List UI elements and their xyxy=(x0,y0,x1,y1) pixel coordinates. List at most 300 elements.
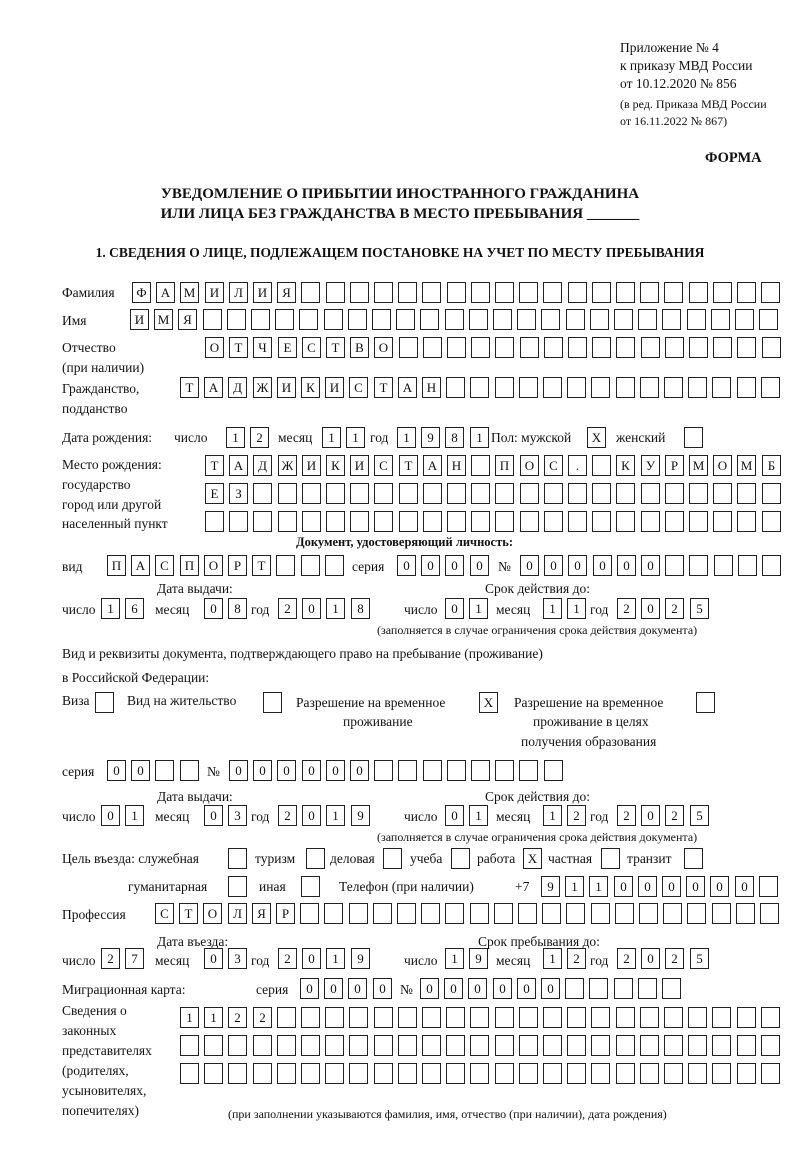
citizenship-cell[interactable]: Т xyxy=(374,377,393,398)
birthplace3-cell[interactable] xyxy=(592,511,611,532)
birthplace2-cell[interactable] xyxy=(544,483,563,504)
right-valid-year-cell[interactable]: 2 xyxy=(665,805,684,826)
surname-cell[interactable]: Ф xyxy=(132,282,151,303)
name-cell[interactable] xyxy=(590,309,609,330)
mig-number-cell[interactable]: 0 xyxy=(541,978,560,999)
rep1-cell[interactable] xyxy=(374,1007,393,1028)
citizenship-cell[interactable] xyxy=(712,377,731,398)
right-valid-day-cell[interactable]: 0 xyxy=(445,805,464,826)
profession-cell[interactable] xyxy=(494,903,513,924)
doc-number-cell[interactable]: 0 xyxy=(617,555,636,576)
stay-year-cell[interactable]: 0 xyxy=(641,948,660,969)
right-issue-year-cell[interactable]: 0 xyxy=(302,805,321,826)
mig-series-cell[interactable]: 0 xyxy=(373,978,392,999)
phone-cell[interactable]: 0 xyxy=(710,876,729,897)
birthplace3-cell[interactable] xyxy=(447,511,466,532)
birthplace3-cell[interactable] xyxy=(205,511,224,532)
patronymic-cell[interactable] xyxy=(689,337,708,358)
patronymic-cell[interactable] xyxy=(568,337,587,358)
patronymic-cell[interactable] xyxy=(423,337,442,358)
rep1-cell[interactable] xyxy=(543,1007,562,1028)
right-valid-month-cell[interactable]: 2 xyxy=(567,805,586,826)
stay-year-cell[interactable]: 2 xyxy=(665,948,684,969)
name-cell[interactable] xyxy=(566,309,585,330)
surname-cell[interactable]: М xyxy=(180,282,199,303)
stay-year-cell[interactable]: 5 xyxy=(690,948,709,969)
rep2-cell[interactable] xyxy=(277,1035,296,1056)
birthplace1-cell[interactable]: Д xyxy=(253,455,272,476)
rep2-cell[interactable] xyxy=(688,1035,707,1056)
birthplace2-cell[interactable] xyxy=(423,483,442,504)
surname-cell[interactable] xyxy=(398,282,417,303)
birthplace3-cell[interactable] xyxy=(544,511,563,532)
rep3-cell[interactable] xyxy=(374,1063,393,1084)
citizenship-cell[interactable] xyxy=(664,377,683,398)
birthplace1-cell[interactable]: Ж xyxy=(278,455,297,476)
doc-valid-year-cell[interactable]: 2 xyxy=(665,598,684,619)
mig-number-cell[interactable] xyxy=(589,978,608,999)
name-cell[interactable]: И xyxy=(130,309,149,330)
rep1-cell[interactable] xyxy=(640,1007,659,1028)
name-cell[interactable] xyxy=(662,309,681,330)
birthplace2-cell[interactable] xyxy=(762,483,781,504)
rep3-cell[interactable] xyxy=(737,1063,756,1084)
rep2-cell[interactable] xyxy=(761,1035,780,1056)
birth-month-cell[interactable]: 1 xyxy=(322,427,341,448)
doc-number-cell[interactable] xyxy=(689,555,708,576)
rep3-cell[interactable] xyxy=(688,1063,707,1084)
citizenship-cell[interactable]: Ж xyxy=(253,377,272,398)
stay-day-cell[interactable]: 9 xyxy=(469,948,488,969)
birthplace3-cell[interactable] xyxy=(278,511,297,532)
stay-day-cell[interactable]: 1 xyxy=(445,948,464,969)
rep3-cell[interactable] xyxy=(349,1063,368,1084)
birthplace3-cell[interactable] xyxy=(326,511,345,532)
p-transit-cell[interactable] xyxy=(684,848,703,869)
patronymic-cell[interactable]: Т xyxy=(326,337,345,358)
phone-cell[interactable]: 1 xyxy=(589,876,608,897)
name-cell[interactable]: М xyxy=(154,309,173,330)
doc-kind-cell[interactable] xyxy=(276,555,295,576)
rep3-cell[interactable] xyxy=(761,1063,780,1084)
surname-cell[interactable]: Л xyxy=(229,282,248,303)
name-cell[interactable] xyxy=(687,309,706,330)
right-number-cell[interactable] xyxy=(398,760,417,781)
profession-cell[interactable] xyxy=(615,903,634,924)
surname-cell[interactable]: И xyxy=(205,282,224,303)
rep2-cell[interactable] xyxy=(422,1035,441,1056)
rep1-cell[interactable] xyxy=(567,1007,586,1028)
doc-number-cell[interactable]: 0 xyxy=(568,555,587,576)
p-private-cell[interactable] xyxy=(601,848,620,869)
rep2-cell[interactable] xyxy=(325,1035,344,1056)
profession-cell[interactable] xyxy=(591,903,610,924)
doc-number-cell[interactable]: 0 xyxy=(544,555,563,576)
patronymic-cell[interactable] xyxy=(713,337,732,358)
mig-number-cell[interactable] xyxy=(638,978,657,999)
citizenship-cell[interactable] xyxy=(519,377,538,398)
rep2-cell[interactable] xyxy=(712,1035,731,1056)
birth-year-cell[interactable]: 8 xyxy=(445,427,464,448)
patronymic-cell[interactable]: В xyxy=(350,337,369,358)
right-number-cell[interactable] xyxy=(447,760,466,781)
mig-number-cell[interactable]: 0 xyxy=(517,978,536,999)
patronymic-cell[interactable] xyxy=(495,337,514,358)
patronymic-cell[interactable] xyxy=(737,337,756,358)
birthplace3-cell[interactable] xyxy=(374,511,393,532)
name-cell[interactable] xyxy=(275,309,294,330)
surname-cell[interactable] xyxy=(447,282,466,303)
rep2-cell[interactable] xyxy=(253,1035,272,1056)
mig-series-cell[interactable]: 0 xyxy=(348,978,367,999)
rep1-cell[interactable]: 1 xyxy=(180,1007,199,1028)
name-cell[interactable] xyxy=(396,309,415,330)
sex-female-cell[interactable] xyxy=(684,427,703,448)
rep2-cell[interactable] xyxy=(374,1035,393,1056)
entry-year-cell[interactable]: 1 xyxy=(326,948,345,969)
birthplace2-cell[interactable] xyxy=(495,483,514,504)
rep3-cell[interactable] xyxy=(591,1063,610,1084)
rep3-cell[interactable] xyxy=(616,1063,635,1084)
birthplace3-cell[interactable] xyxy=(495,511,514,532)
rep3-cell[interactable] xyxy=(422,1063,441,1084)
rep3-cell[interactable] xyxy=(398,1063,417,1084)
rep2-cell[interactable] xyxy=(180,1035,199,1056)
birthplace2-cell[interactable]: Е xyxy=(205,483,224,504)
surname-cell[interactable] xyxy=(713,282,732,303)
birthplace3-cell[interactable] xyxy=(568,511,587,532)
birthplace1-cell[interactable] xyxy=(592,455,611,476)
rep3-cell[interactable] xyxy=(446,1063,465,1084)
birthplace2-cell[interactable] xyxy=(616,483,635,504)
doc-kind-cell[interactable]: П xyxy=(180,555,199,576)
citizenship-cell[interactable]: И xyxy=(325,377,344,398)
surname-cell[interactable] xyxy=(737,282,756,303)
birth-day-cell[interactable]: 1 xyxy=(226,427,245,448)
birthplace3-cell[interactable] xyxy=(641,511,660,532)
profession-cell[interactable] xyxy=(300,903,319,924)
rep3-cell[interactable] xyxy=(519,1063,538,1084)
rep2-cell[interactable] xyxy=(640,1035,659,1056)
profession-cell[interactable] xyxy=(470,903,489,924)
right-issue-day-cell[interactable]: 1 xyxy=(125,805,144,826)
birthplace1-cell[interactable]: А xyxy=(423,455,442,476)
surname-cell[interactable]: Я xyxy=(277,282,296,303)
name-cell[interactable] xyxy=(759,309,778,330)
entry-day-cell[interactable]: 7 xyxy=(125,948,144,969)
surname-cell[interactable] xyxy=(664,282,683,303)
profession-cell[interactable]: Т xyxy=(179,903,198,924)
profession-cell[interactable]: С xyxy=(155,903,174,924)
profession-cell[interactable] xyxy=(687,903,706,924)
rep1-cell[interactable] xyxy=(616,1007,635,1028)
birthplace2-cell[interactable] xyxy=(520,483,539,504)
stay-year-cell[interactable]: 2 xyxy=(617,948,636,969)
rep2-cell[interactable] xyxy=(228,1035,247,1056)
phone-cell[interactable]: 1 xyxy=(565,876,584,897)
rep1-cell[interactable] xyxy=(422,1007,441,1028)
mig-series-cell[interactable]: 0 xyxy=(324,978,343,999)
right-issue-month-cell[interactable]: 3 xyxy=(228,805,247,826)
citizenship-cell[interactable] xyxy=(737,377,756,398)
name-cell[interactable]: Я xyxy=(178,309,197,330)
residence-cell[interactable] xyxy=(263,692,282,713)
surname-cell[interactable] xyxy=(616,282,635,303)
name-cell[interactable] xyxy=(251,309,270,330)
birthplace1-cell[interactable]: С xyxy=(374,455,393,476)
birthplace1-cell[interactable]: И xyxy=(350,455,369,476)
mig-number-cell[interactable] xyxy=(662,978,681,999)
name-cell[interactable] xyxy=(493,309,512,330)
entry-year-cell[interactable]: 2 xyxy=(278,948,297,969)
rep2-cell[interactable] xyxy=(301,1035,320,1056)
profession-cell[interactable] xyxy=(397,903,416,924)
birthplace3-cell[interactable] xyxy=(689,511,708,532)
right-number-cell[interactable] xyxy=(471,760,490,781)
right-valid-month-cell[interactable]: 1 xyxy=(543,805,562,826)
doc-series-cell[interactable]: 0 xyxy=(445,555,464,576)
birthplace1-cell[interactable]: К xyxy=(326,455,345,476)
right-number-cell[interactable] xyxy=(544,760,563,781)
visa-cell[interactable] xyxy=(95,692,114,713)
p-humanitarian-cell[interactable] xyxy=(228,876,247,897)
doc-kind-cell[interactable]: О xyxy=(204,555,223,576)
birthplace1-cell[interactable]: Т xyxy=(399,455,418,476)
rep2-cell[interactable] xyxy=(543,1035,562,1056)
mig-number-cell[interactable]: 0 xyxy=(468,978,487,999)
doc-number-cell[interactable]: 0 xyxy=(520,555,539,576)
citizenship-cell[interactable] xyxy=(446,377,465,398)
surname-cell[interactable] xyxy=(374,282,393,303)
doc-kind-cell[interactable] xyxy=(301,555,320,576)
profession-cell[interactable] xyxy=(421,903,440,924)
right-number-cell[interactable] xyxy=(374,760,393,781)
birthplace2-cell[interactable] xyxy=(689,483,708,504)
birthplace3-cell[interactable] xyxy=(229,511,248,532)
birthplace1-cell[interactable] xyxy=(471,455,490,476)
birthplace3-cell[interactable] xyxy=(616,511,635,532)
doc-kind-cell[interactable]: Т xyxy=(252,555,271,576)
rep2-cell[interactable] xyxy=(495,1035,514,1056)
profession-cell[interactable]: Л xyxy=(228,903,247,924)
right-number-cell[interactable] xyxy=(495,760,514,781)
rep3-cell[interactable] xyxy=(543,1063,562,1084)
birthplace2-cell[interactable] xyxy=(447,483,466,504)
rep1-cell[interactable] xyxy=(325,1007,344,1028)
surname-cell[interactable] xyxy=(592,282,611,303)
profession-cell[interactable] xyxy=(663,903,682,924)
mig-number-cell[interactable] xyxy=(565,978,584,999)
birthplace3-cell[interactable] xyxy=(520,511,539,532)
profession-cell[interactable] xyxy=(518,903,537,924)
doc-series-cell[interactable]: 0 xyxy=(421,555,440,576)
p-study-cell[interactable] xyxy=(451,848,470,869)
stay-month-cell[interactable]: 2 xyxy=(567,948,586,969)
surname-cell[interactable] xyxy=(689,282,708,303)
doc-issue-month-cell[interactable]: 8 xyxy=(228,598,247,619)
rep2-cell[interactable] xyxy=(204,1035,223,1056)
citizenship-cell[interactable] xyxy=(543,377,562,398)
citizenship-cell[interactable]: А xyxy=(398,377,417,398)
rep1-cell[interactable] xyxy=(495,1007,514,1028)
birthplace1-cell[interactable]: Р xyxy=(665,455,684,476)
sex-male-cell[interactable]: X xyxy=(587,427,606,448)
birthplace3-cell[interactable] xyxy=(737,511,756,532)
birthplace1-cell[interactable]: О xyxy=(713,455,732,476)
rep1-cell[interactable] xyxy=(591,1007,610,1028)
rep3-cell[interactable] xyxy=(301,1063,320,1084)
name-cell[interactable] xyxy=(299,309,318,330)
citizenship-cell[interactable]: Д xyxy=(228,377,247,398)
rep2-cell[interactable] xyxy=(737,1035,756,1056)
doc-kind-cell[interactable]: П xyxy=(107,555,126,576)
birthplace2-cell[interactable] xyxy=(326,483,345,504)
profession-cell[interactable]: О xyxy=(203,903,222,924)
rep3-cell[interactable] xyxy=(325,1063,344,1084)
patronymic-cell[interactable]: Т xyxy=(229,337,248,358)
right-number-cell[interactable]: 0 xyxy=(302,760,321,781)
birthplace2-cell[interactable] xyxy=(253,483,272,504)
p-work-cell[interactable]: X xyxy=(523,848,542,869)
doc-valid-month-cell[interactable]: 1 xyxy=(567,598,586,619)
birthplace1-cell[interactable]: П xyxy=(495,455,514,476)
profession-cell[interactable]: Я xyxy=(252,903,271,924)
rep1-cell[interactable] xyxy=(761,1007,780,1028)
doc-issue-month-cell[interactable]: 0 xyxy=(204,598,223,619)
citizenship-cell[interactable]: И xyxy=(277,377,296,398)
profession-cell[interactable] xyxy=(760,903,779,924)
patronymic-cell[interactable] xyxy=(399,337,418,358)
citizenship-cell[interactable] xyxy=(567,377,586,398)
mig-number-cell[interactable]: 0 xyxy=(493,978,512,999)
birthplace1-cell[interactable]: Н xyxy=(447,455,466,476)
right-number-cell[interactable] xyxy=(519,760,538,781)
birthplace3-cell[interactable] xyxy=(665,511,684,532)
patronymic-cell[interactable]: Е xyxy=(278,337,297,358)
surname-cell[interactable]: А xyxy=(156,282,175,303)
doc-valid-day-cell[interactable]: 0 xyxy=(445,598,464,619)
doc-kind-cell[interactable] xyxy=(325,555,344,576)
p-service-cell[interactable] xyxy=(228,848,247,869)
patronymic-cell[interactable]: О xyxy=(205,337,224,358)
rep1-cell[interactable] xyxy=(737,1007,756,1028)
phone-cell[interactable]: 0 xyxy=(662,876,681,897)
birth-month-cell[interactable]: 1 xyxy=(346,427,365,448)
citizenship-cell[interactable]: Н xyxy=(422,377,441,398)
p-business-cell[interactable] xyxy=(383,848,402,869)
right-issue-day-cell[interactable]: 0 xyxy=(101,805,120,826)
rep2-cell[interactable] xyxy=(616,1035,635,1056)
rep1-cell[interactable] xyxy=(277,1007,296,1028)
mig-number-cell[interactable]: 0 xyxy=(444,978,463,999)
birthplace1-cell[interactable]: У xyxy=(641,455,660,476)
citizenship-cell[interactable]: К xyxy=(301,377,320,398)
birth-year-cell[interactable]: 9 xyxy=(421,427,440,448)
rep1-cell[interactable]: 1 xyxy=(204,1007,223,1028)
birthplace2-cell[interactable] xyxy=(302,483,321,504)
right-number-cell[interactable] xyxy=(423,760,442,781)
doc-number-cell[interactable]: 0 xyxy=(641,555,660,576)
entry-month-cell[interactable]: 0 xyxy=(204,948,223,969)
patronymic-cell[interactable] xyxy=(762,337,781,358)
phone-cell[interactable] xyxy=(759,876,778,897)
rep3-cell[interactable] xyxy=(277,1063,296,1084)
rep3-cell[interactable] xyxy=(253,1063,272,1084)
doc-series-cell[interactable]: 0 xyxy=(397,555,416,576)
doc-issue-day-cell[interactable]: 6 xyxy=(125,598,144,619)
birthplace2-cell[interactable] xyxy=(471,483,490,504)
doc-issue-year-cell[interactable]: 2 xyxy=(278,598,297,619)
birthplace2-cell[interactable]: З xyxy=(229,483,248,504)
name-cell[interactable] xyxy=(541,309,560,330)
phone-cell[interactable]: 0 xyxy=(686,876,705,897)
doc-kind-cell[interactable]: А xyxy=(131,555,150,576)
right-series-cell[interactable] xyxy=(155,760,174,781)
rep3-cell[interactable] xyxy=(640,1063,659,1084)
surname-cell[interactable] xyxy=(495,282,514,303)
profession-cell[interactable] xyxy=(712,903,731,924)
citizenship-cell[interactable] xyxy=(761,377,780,398)
patronymic-cell[interactable] xyxy=(665,337,684,358)
citizenship-cell[interactable] xyxy=(640,377,659,398)
profession-cell[interactable] xyxy=(736,903,755,924)
doc-number-cell[interactable] xyxy=(665,555,684,576)
rep3-cell[interactable] xyxy=(664,1063,683,1084)
citizenship-cell[interactable] xyxy=(470,377,489,398)
name-cell[interactable] xyxy=(638,309,657,330)
entry-year-cell[interactable]: 9 xyxy=(351,948,370,969)
rep3-cell[interactable] xyxy=(228,1063,247,1084)
right-valid-year-cell[interactable]: 2 xyxy=(617,805,636,826)
right-issue-year-cell[interactable]: 9 xyxy=(351,805,370,826)
doc-number-cell[interactable] xyxy=(762,555,781,576)
patronymic-cell[interactable]: Ч xyxy=(253,337,272,358)
rep3-cell[interactable] xyxy=(567,1063,586,1084)
birthplace1-cell[interactable]: Т xyxy=(205,455,224,476)
birthplace3-cell[interactable] xyxy=(399,511,418,532)
rep2-cell[interactable] xyxy=(664,1035,683,1056)
right-valid-year-cell[interactable]: 5 xyxy=(690,805,709,826)
birthplace3-cell[interactable] xyxy=(762,511,781,532)
trp-cell[interactable]: X xyxy=(479,692,498,713)
doc-valid-day-cell[interactable]: 1 xyxy=(469,598,488,619)
patronymic-cell[interactable]: О xyxy=(374,337,393,358)
name-cell[interactable] xyxy=(420,309,439,330)
birthplace3-cell[interactable] xyxy=(253,511,272,532)
surname-cell[interactable]: И xyxy=(253,282,272,303)
right-series-cell[interactable]: 0 xyxy=(131,760,150,781)
birth-day-cell[interactable]: 2 xyxy=(250,427,269,448)
right-issue-year-cell[interactable]: 1 xyxy=(326,805,345,826)
profession-cell[interactable] xyxy=(566,903,585,924)
mig-number-cell[interactable]: 0 xyxy=(420,978,439,999)
birth-year-cell[interactable]: 1 xyxy=(470,427,489,448)
birthplace2-cell[interactable] xyxy=(592,483,611,504)
surname-cell[interactable] xyxy=(640,282,659,303)
surname-cell[interactable] xyxy=(422,282,441,303)
rep1-cell[interactable] xyxy=(446,1007,465,1028)
birthplace2-cell[interactable] xyxy=(399,483,418,504)
citizenship-cell[interactable]: А xyxy=(204,377,223,398)
right-number-cell[interactable]: 0 xyxy=(326,760,345,781)
birthplace3-cell[interactable] xyxy=(423,511,442,532)
rep2-cell[interactable] xyxy=(591,1035,610,1056)
surname-cell[interactable] xyxy=(326,282,345,303)
birthplace3-cell[interactable] xyxy=(713,511,732,532)
rep2-cell[interactable] xyxy=(349,1035,368,1056)
birthplace2-cell[interactable] xyxy=(374,483,393,504)
p-other-cell[interactable] xyxy=(301,876,320,897)
